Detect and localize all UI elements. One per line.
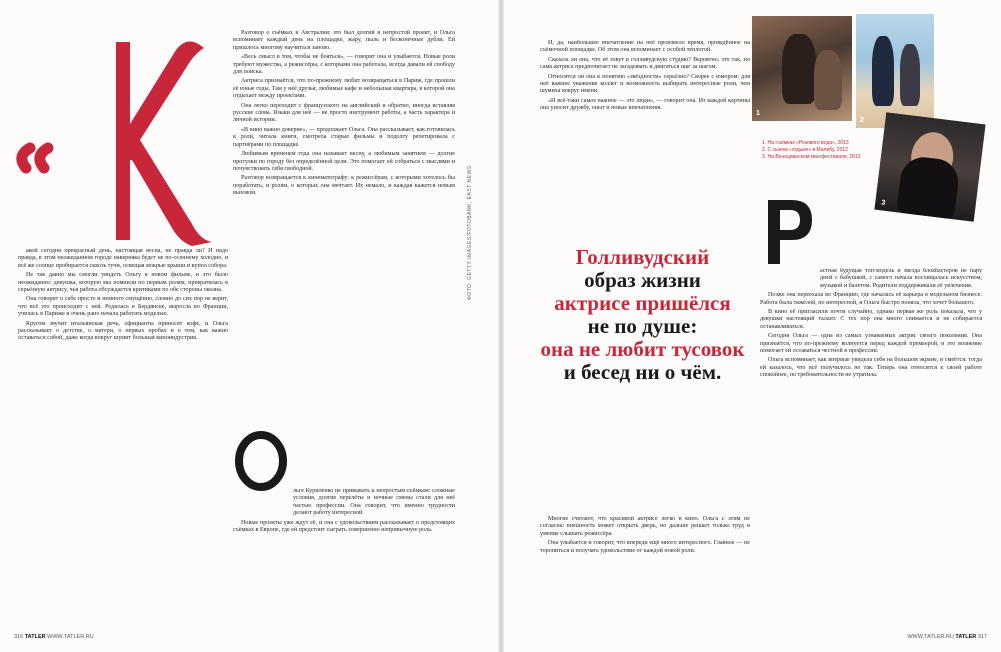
paragraph: Многие считают, что красивой актрисе легко в кино. Ольга с этим не согласна: внешность может открыть дверь, но дальше решает только труд и умение слышать режиссёра. — [540, 516, 750, 537]
article-bottom-column — [233, 488, 455, 616]
pull-quote-line: Голливудский — [575, 245, 710, 269]
photo-credit: ФОТО: GETTY IMAGES/FOTOBANK, EAST NEWS — [467, 165, 473, 300]
pull-quote-line: образ жизни — [584, 268, 701, 292]
paragraph: льге Куриленко не привыкать к непростым съёмкам: сложные условия, долгие перелёты и ночные смены стали для неё частью профессии. Она говорит, что именно трудности делают работу интересной. — [293, 488, 455, 517]
photo-captions — [762, 140, 880, 161]
brand-name: TATLER — [24, 634, 46, 640]
page-number: 316 — [14, 634, 24, 640]
article-right-top-column — [540, 40, 750, 240]
article-right-lower-column — [540, 516, 750, 620]
website-url: WWW.TATLER.RU — [907, 634, 954, 640]
photo-film-set — [752, 16, 852, 121]
photo-number: 1 — [756, 110, 760, 117]
dress-figure — [896, 155, 961, 222]
paragraph: астная будущая топ-модель и звезда блокбастеров не пару дней с бабушкой, с самого начала восхищалась искусством, музыкой и балетом. Родители поддерживали её увлечения. — [820, 268, 982, 289]
paragraph: Она говорит о себе просто и немного смущённо, словно до сих пор не верит, что всё это происходит с ней. Родилась в Бердянске, выросла во Франции, училась в Париже и очень рано начала работать моделью. — [18, 296, 228, 318]
brand-name: TATLER — [955, 634, 977, 640]
paragraph: Она улыбается и говорит, что впереди ещё много интересного. Главное — не торопиться и получать удовольствие от каждой новой роли. — [540, 540, 750, 554]
paragraph: Актриса признаётся, что по-прежнему любит возвращаться в Париж, где прошли её юные годы. Там у неё друзья, любимые кафе и небольшая квартира, в которой она отдыхает между проектами. — [233, 78, 455, 100]
paragraph: Разговор возвращается к кинематографу: к режиссёрам, с которыми хотелось бы поработать, и ролям, о которых она мечтает. Их немало, и каждая кажется новым вызовом. — [233, 175, 455, 197]
paragraph: Не так давно мы смогли увидеть Ольгу в новом фильме, и это было неожиданно: девушка, которую мы помнили по первым ролям, превратилась в серьёзную актрису, чья работа обсуждается критиками по обе стороны океана. — [18, 272, 228, 294]
website-url: WWW.TATLER.RU — [47, 634, 94, 640]
paragraph: «В кино важно доверие», — продолжает Ольга. Она рассказывает, как готовилась к роли, читала книги, смотрела старые фильмы и подолгу репетировала с партнёрами по площадке. — [233, 126, 455, 148]
dropcap-letter-r — [762, 196, 816, 268]
photo-beach — [856, 14, 934, 128]
caption-item: 3. На Венецианском кинофестивале, 2012 — [762, 154, 861, 160]
paragraph: Относится ли она к понятию «звёздности» серьёзно? Скорее с юмором: для неё важнее уважение коллег и возможность выбирать интересные роли, чем шумиха вокруг имени. — [540, 73, 750, 95]
person-figure — [782, 34, 816, 104]
paragraph: Новые проекты уже ждут её, и она с удовольствием рассказывает о предстоящих съёмках в Европе, где ей предстоит сыграть совершенно непривычную роль. — [233, 519, 455, 534]
caption-item: 2. С сыном «отдыхе» в Малибу, 2012 — [762, 147, 848, 153]
pull-quote-line: актрисе пришёлся — [554, 291, 731, 315]
article-middle-column — [233, 30, 455, 428]
footer-right — [907, 634, 987, 640]
pull-quote — [520, 246, 765, 384]
paragraph: Кругом звучит итальянская речь, официанты приносят кофе, и Ольга рассказывает о детстве, о матери, о первых пробах и о том, как важно оставаться собой, даже когда вокруг шумит большая киноиндустрия. — [18, 320, 228, 342]
article-intro-column — [18, 248, 228, 618]
pull-quote-line: она не любит тусовок — [540, 337, 745, 361]
page-gutter — [498, 0, 504, 652]
photo-festival — [874, 112, 985, 221]
paragraph: Любимым временем года она называет весну, а любимым занятием — долгие прогулки по городу без определённой цели. Это помогает ей собраться с мыслями и почувствовать себя свободной. — [233, 151, 455, 172]
paragraph: акой сегодня прекрасный день, настоящая весна, не правда ли? И надо правда, в этом неожиданном городе наверняка будет не по-осеннему холодно, и всё же солнце пробирается сквозь тучи, освещая мокрые крыши и купол собора. — [18, 248, 228, 269]
article-right-bottom-column — [760, 268, 982, 620]
paragraph: Сказала ли она, что её зовут в голливудскую студию? Вероятно, это так, но сама актриса предпочитает не загадывать и двигаться шаг за шагом. — [540, 56, 750, 71]
paragraph: Сегодня Ольга — одна из самых узнаваемых актрис своего поколения. Она признаётся, что по-прежнему волнуется перед каждой премьерой, и это волнение помогает ей оставаться честной в профессии. — [760, 333, 982, 355]
pull-quote-line: не по душе: — [587, 314, 698, 338]
paragraph: «И всё-таки самое важное — это люди», — говорит она. Из каждой картины она уносит дружбу, опыт и новые впечатления. — [540, 97, 750, 112]
paragraph: Ольга вспоминает, как впервые увидела себя на большом экране, и смеётся: тогда ей казалось, что всё получилось не так. Теперь она относится к своей работе спокойнее, но требовательности не утратила. — [760, 357, 982, 379]
paragraph: «Весь смысл в том, чтобы не бояться», — говорит она и улыбается. Новые роли требуют мужества, а режиссёры, с которыми она работала, всегда давали ей свободу для поиска. — [233, 54, 455, 76]
footer-left — [14, 634, 94, 640]
person-figure — [814, 50, 842, 110]
paragraph: Разговор о съёмках в Австралии: это был долгий и непростой проект, и Ольга вспоминает каждый день на площадке, жару, пыль и бесконечные дубли. Ей пришлось многому научиться заново. — [233, 30, 455, 51]
photo-number: 3 — [880, 199, 886, 207]
caption-item: 1. На съёмках «Розового вода», 2013 — [762, 140, 849, 146]
dropcap-letter-k — [8, 28, 213, 250]
paragraph: Позже она переехала во Францию, где началась её карьера в модельном бизнесе. Работа была тяжёлой, но интересной, и Ольга быстро поняла, что хочет большего. — [760, 292, 982, 306]
pull-quote-line: и бесед ни о чём. — [563, 360, 722, 384]
paragraph: И, да, наибольшее впечатление на неё произвело время, проведённое на съёмочной площадке. Об этом она вспоминает с особой теплотой. — [540, 40, 750, 54]
paragraph: Она легко переходит с французского на английский и обратно, иногда вставляя русские слова. Языки для неё — не просто инструмент работы, а часть характера и личной истории. — [233, 102, 455, 124]
person-figure — [900, 44, 920, 106]
paragraph: В кино её пригласили почти случайно, однако первая же роль показала, что у девушки настоящий талант. С тех пор она много снимается и не собирается останавливаться. — [760, 309, 982, 330]
page-number: 317 — [977, 634, 987, 640]
photo-number: 2 — [860, 117, 864, 124]
dropcap-letter-o — [233, 430, 289, 492]
person-figure — [872, 36, 894, 106]
